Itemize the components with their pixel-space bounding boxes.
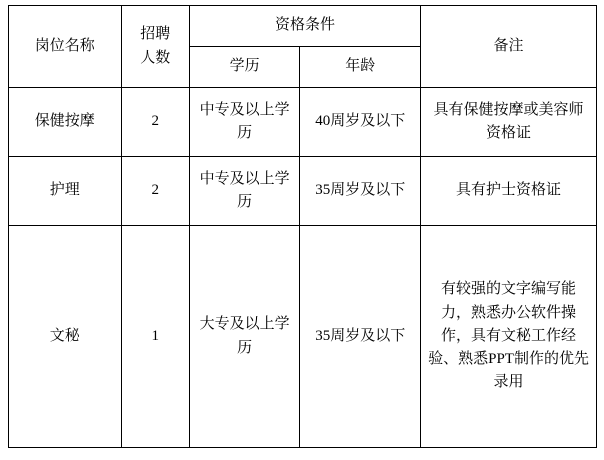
cell-post-name: 文秘 xyxy=(9,226,122,448)
cell-post-name: 护理 xyxy=(9,157,122,226)
cell-remark: 具有护士资格证 xyxy=(421,157,597,226)
cell-recruit-count: 2 xyxy=(121,157,189,226)
cell-age: 40周岁及以下 xyxy=(300,88,421,157)
cell-education: 中专及以上学历 xyxy=(189,88,300,157)
cell-recruit-count: 2 xyxy=(121,88,189,157)
header-remark: 备注 xyxy=(421,6,597,88)
table-header-row-1 xyxy=(9,6,597,47)
cell-post-name: 保健按摩 xyxy=(9,88,122,157)
cell-education: 大专及以上学历 xyxy=(189,226,300,448)
header-age: 年龄 xyxy=(300,47,421,88)
header-education: 学历 xyxy=(189,47,300,88)
table-row xyxy=(9,157,597,226)
recruitment-table xyxy=(8,5,597,448)
cell-remark: 有较强的文字编写能力，熟悉办公软件操作，具有文秘工作经验、熟悉PPT制作的优先录用 xyxy=(421,226,597,448)
header-recruit-count-line2: 人数 xyxy=(140,49,171,66)
table-row xyxy=(9,226,597,448)
cell-age: 35周岁及以下 xyxy=(300,226,421,448)
cell-recruit-count: 1 xyxy=(121,226,189,448)
cell-education: 中专及以上学历 xyxy=(189,157,300,226)
header-recruit-count xyxy=(121,6,189,88)
document-page xyxy=(0,5,604,460)
header-recruit-count-line1: 招聘 xyxy=(140,26,171,43)
header-qualification: 资格条件 xyxy=(189,6,420,47)
header-post-name: 岗位名称 xyxy=(9,6,122,88)
cell-age: 35周岁及以下 xyxy=(300,157,421,226)
table-row xyxy=(9,88,597,157)
cell-remark: 具有保健按摩或美容师资格证 xyxy=(421,88,597,157)
